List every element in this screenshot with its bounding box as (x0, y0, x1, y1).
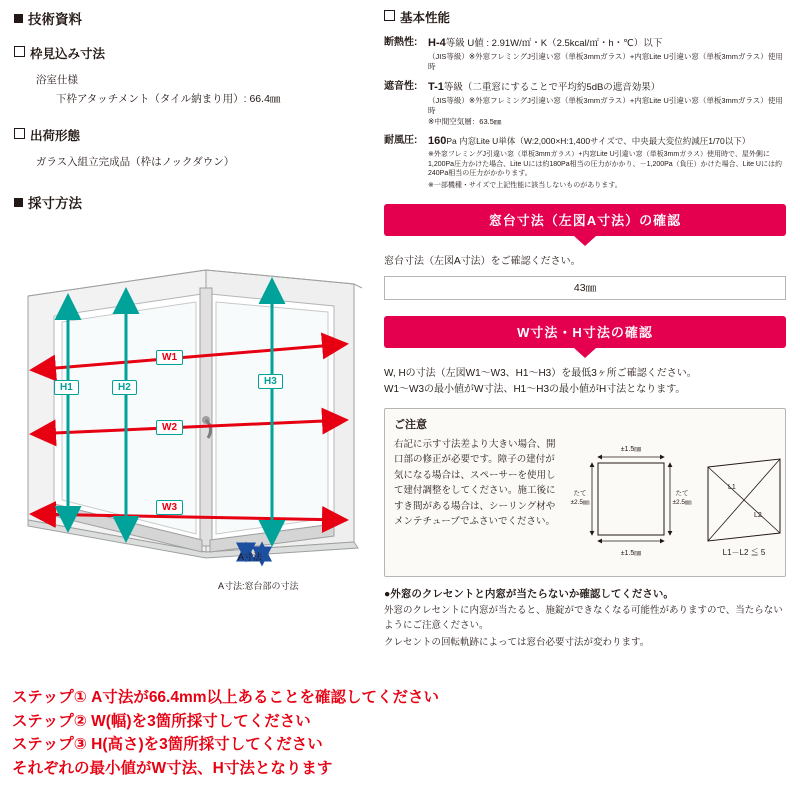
section-frame-depth-body (14, 72, 374, 108)
step-2: ステップ② W(幅)を3箇所採寸してください (12, 712, 311, 730)
perf-value: 等級 U値 : 2.91W/㎡・K（2.5kcal/㎡・h・℃）以下 (445, 38, 663, 49)
dim-label-w1: W1 (156, 350, 183, 365)
svg-text:たて: たて (573, 490, 587, 498)
perf-label: 断熱性: (384, 37, 418, 48)
svg-text:±1.5㎜: ±1.5㎜ (620, 446, 642, 454)
section-shipping-body (14, 154, 374, 171)
wh-note-line2: W1～W3の最小値がW寸法、H1～H3の最小値がH寸法となります。 (384, 384, 686, 396)
step-summary: それぞれの最小値がW寸法、H寸法となります (12, 759, 333, 777)
perf-grade: H-4 (428, 37, 446, 49)
section-frame-depth-title: 枠見込み寸法 (14, 44, 374, 62)
dim-label-w2: W2 (156, 420, 183, 435)
perf-note: ※一部機種・サイズで上記性能に該当しないものがあります。 (428, 181, 622, 189)
outline-square-icon (384, 10, 395, 21)
caution-figure (568, 437, 786, 567)
perf-note: ※外窓フレミングJ引違い窓（単板3mmガラス）+内窓Lite U引違い窓（単板3mmガラス）使用時で、屋外側に1,200Pa圧力かけた場合、Lite Uには約180Pa相当の圧力がかかり、－1,200Pa（負圧）かけた場合、Lite Uには約240Pa相当の圧力がかかります。 (428, 151, 782, 178)
step-3: ステップ③ H(高さ)を3箇所採寸してください (12, 736, 323, 754)
svg-text:±2.5㎜: ±2.5㎜ (570, 499, 590, 507)
perf-label: 遮音性: (384, 80, 418, 92)
wh-note-line1: W, Hの寸法（左図W1～W3、H1～H3）を最低3ヶ所ご確認ください。 (384, 368, 697, 380)
crescent-warning-body-1: 外窓のクレセントに内窓が当たると、施錠ができなくなる可能性がありますので、当たらないようにご注意ください。 (384, 605, 783, 632)
sill-value-field[interactable]: 43㎜ (384, 276, 786, 300)
step-1: ステップ① A寸法が66.4mm以上あることを確認してください (12, 689, 440, 706)
measuring-figure (14, 252, 366, 600)
svg-text:たて: たて (675, 490, 689, 498)
bath-spec-line: 浴室仕様 (36, 74, 78, 86)
caution-box (384, 408, 786, 577)
dim-label-h2: H2 (112, 380, 137, 395)
crescent-warning-title: ●外窓のクレセントと内窓が当たらないか確認してください。 (384, 588, 674, 601)
tolerance-diagram (568, 437, 786, 565)
caution-text: 右記に示す寸法差より大きい場合、開口部の修正が必要です。障子の建付が気になる場合は、スペーサーを使用して建付調整をしてください。施工後にすき間がある場合は、シーリング材やメンテチューブでふさいでください。 (394, 439, 556, 527)
perf-note: （JIS等級）※外窓フレミングJ引違い窓（単板3mmガラス）+内窓Lite U引違い窓（単板3mmガラス）使用時 (428, 51, 783, 72)
dim-caption-a: A寸法:窓台部の寸法 (218, 581, 299, 591)
performance-title: 基本性能 (384, 8, 786, 26)
dim-label-a: A寸法 (238, 552, 263, 562)
steps-block (12, 686, 792, 780)
arrow-down-icon (574, 236, 596, 246)
perf-note: ※中間空気層：63.5㎜ (428, 116, 502, 126)
svg-text:L1－L2 ≦ 5: L1－L2 ≦ 5 (722, 548, 766, 558)
perf-label: 耐風圧: (384, 135, 418, 147)
crescent-warning-body-2: クレセントの回転軌跡によっては窓台必要寸法が変わります。 (384, 637, 650, 649)
arrow-down-icon (574, 348, 596, 358)
sill-note: 窓台寸法（左図A寸法）をご確認ください。 (384, 256, 581, 268)
attachment-line: 下枠アタッチメント（タイル納まり用）: 66.4㎜ (56, 92, 281, 105)
svg-text:±2.5㎜: ±2.5㎜ (672, 499, 692, 507)
shipping-line: ガラス入組立完成品（枠はノックダウン） (36, 155, 235, 168)
perf-grade: 160 (428, 135, 447, 148)
outline-square-icon (14, 128, 25, 139)
dim-label-h3: H3 (258, 374, 283, 389)
window-diagram (14, 252, 366, 600)
outline-square-icon (14, 46, 25, 57)
filled-square-icon (14, 198, 23, 207)
document-title: 技術資料 (14, 8, 374, 28)
section-shipping-title: 出荷形態 (14, 126, 374, 144)
section-measuring-title: 採寸方法 (14, 192, 374, 212)
dim-label-h1: H1 (54, 380, 79, 395)
right-column (384, 8, 786, 651)
dim-label-w3: W3 (156, 500, 183, 515)
left-column (14, 8, 374, 212)
perf-value: Pa 内窓Lite U単体（W:2,000×H:1,400サイズで、中央最大変位約減圧1/70以下） (446, 136, 751, 147)
wh-note (384, 366, 786, 398)
perf-row-windpressure (384, 134, 786, 190)
caution-title: ご注意 (394, 419, 427, 432)
svg-text:±1.5㎜: ±1.5㎜ (620, 550, 642, 558)
performance-table (384, 36, 786, 190)
perf-row-sound (384, 80, 786, 127)
perf-note: （JIS等級）※外窓フレミングJ引違い窓（単板3mmガラス）+内窓Lite U引違い窓（単板3mmガラス）使用時 (428, 95, 783, 116)
banner-wh-dimension: W寸法・H寸法の確認 (384, 316, 786, 348)
svg-text:L1: L1 (728, 484, 736, 492)
perf-value: 等級（二重窓にすることで平均約5dBの遮音効果） (443, 81, 661, 93)
perf-row-insulation (384, 36, 786, 73)
perf-grade: T-1 (428, 80, 444, 93)
filled-square-icon (14, 14, 23, 23)
banner-sill-dimension: 窓台寸法（左図A寸法）の確認 (384, 204, 786, 236)
svg-text:L2: L2 (754, 512, 762, 520)
